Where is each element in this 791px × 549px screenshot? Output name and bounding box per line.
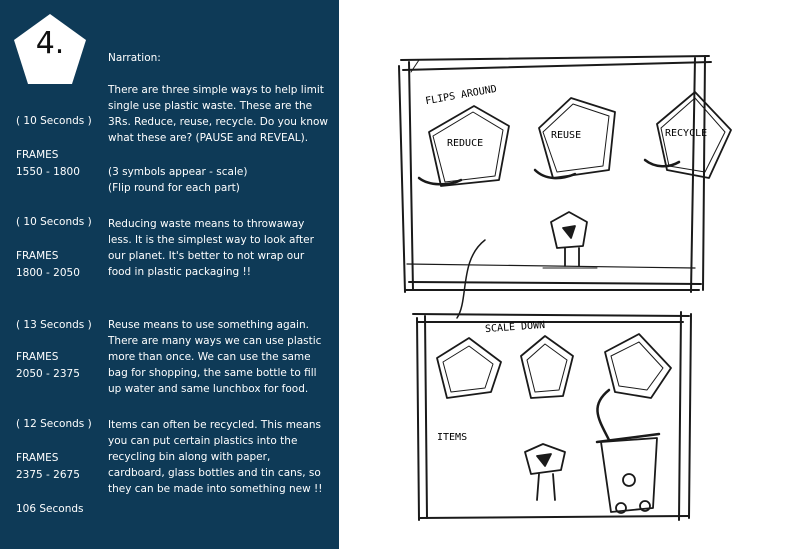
pentagon-icon: [437, 338, 501, 398]
sketch-label-items: ITEMS: [437, 432, 468, 443]
scene-number: 4.: [35, 26, 65, 61]
narration-paragraph: Reducing waste means to throwaway less. It is the simplest way to look after our planet. It's better to not wrap our food in plastic packaging !!: [108, 218, 314, 278]
scene-number-badge: [10, 10, 90, 90]
sketch-note-scale-down: SCALE DOWN: [484, 319, 546, 336]
flip-arrow-icon: [645, 160, 679, 166]
sketch-frame-1: [399, 56, 711, 292]
sketch-label-reduce: REDUCE: [447, 138, 484, 149]
recycling-bin-icon: [597, 434, 659, 513]
duration-label: ( 10 Seconds ): [16, 115, 92, 127]
sketch-panel: [339, 0, 791, 549]
pentagon-icon: [605, 334, 671, 398]
arrow-icon: [597, 390, 609, 440]
narration-paragraph: Items can often be recycled. This means you can put certain plastics into the recycling bin along with paper, cardboard, glass bottles and tin cans, so they can be made into something new !!: [108, 419, 323, 495]
flip-arrow-icon: [535, 170, 575, 178]
narration-panel: [0, 0, 339, 549]
stage-direction: (3 symbols appear - scale): [108, 166, 248, 178]
character-icon: [525, 444, 565, 500]
narration-paragraph: There are three simple ways to help limit single use plastic waste. These are the 3Rs. Reduce, reuse, recycle. Do you know what these are? (PAUSE and REVEAL).: [108, 84, 329, 144]
pentagon-icon: [521, 336, 573, 398]
storyboard-sketch: [339, 0, 791, 549]
narration-paragraph: Reuse means to use something again. There are many ways we can use plastic more than once. We can use the same bag for shopping, the same bottle to fill up water and same lunchbox for food.: [108, 319, 322, 395]
stage-direction: (Flip round for each part): [108, 182, 240, 194]
sketch-label-recycle: RECYCLE: [665, 128, 708, 139]
frames-label: FRAMES 1800 - 2050: [16, 250, 80, 279]
duration-label: ( 13 Seconds ): [16, 319, 92, 331]
sketch-frame-2: [413, 312, 691, 520]
sketch-note-flips-around: FLIPS AROUND: [424, 83, 498, 108]
frames-label: FRAMES 2050 - 2375: [16, 351, 80, 380]
frames-label: FRAMES 1550 - 1800: [16, 149, 80, 178]
duration-label: ( 12 Seconds ): [16, 418, 92, 430]
arrow-icon: [457, 240, 485, 318]
total-duration: 106 Seconds: [16, 503, 84, 515]
frames-label: FRAMES 2375 - 2675: [16, 452, 80, 481]
character-icon: [543, 212, 597, 268]
sketch-label-reuse: REUSE: [551, 130, 582, 141]
narration-heading: Narration:: [108, 52, 161, 64]
duration-label: ( 10 Seconds ): [16, 216, 92, 228]
